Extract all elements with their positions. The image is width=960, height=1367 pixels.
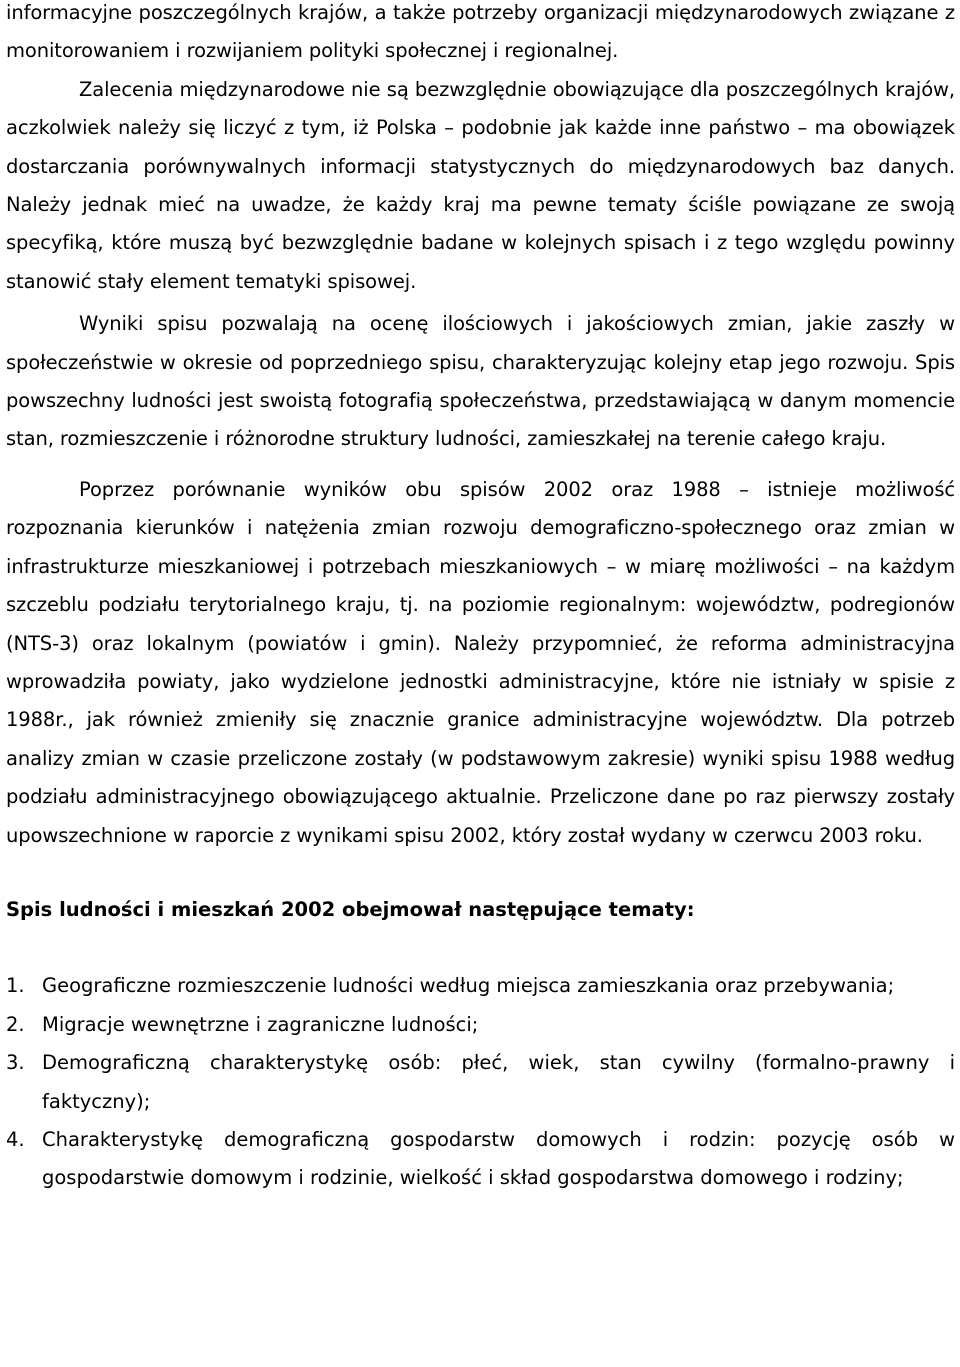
paragraph-3: Wyniki spisu pozwalają na ocenę ilościowych i jakościowych zmian, jakie zaszły w społeczeństwie w okresie od poprzedniego spisu, charakteryzując kolejny etap jego rozwoju. Spis powszechny ludności jest swoistą fotografią społeczeństwa, przedstawiającą w danym momencie stan, rozmieszczenie i różnorodne struktury ludności, zamieszkałej na terenie całego kraju. bbox=[6, 312, 955, 451]
list-item-number: 4. bbox=[6, 1127, 25, 1151]
paragraph-1: informacyjne poszczególnych krajów, a także potrzeby organizacji międzynarodowych związane z monitorowaniem i rozwijaniem polityki społecznej i regionalnej. bbox=[6, 1, 955, 63]
list-item-number: 1. bbox=[6, 974, 25, 998]
list-item-number: 3. bbox=[6, 1051, 25, 1075]
paragraph-2: Zalecenia międzynarodowe nie są bezwzględnie obowiązujące dla poszczególnych krajów, aczkolwiek należy się liczyć z tym, iż Polska – podobnie jak każde inne państwo – ma obowiązek dostarczania porównywalnych informacji statystycznych do międzynarodowych baz danych. Należy jednak mieć na uwadze, że każdy kraj ma pewne tematy ściśle powiązane ze swoją specyfiką, które muszą być bezwzględnie badane w kolejnych spisach i z tego względu powinny stanowić stały element tematyki spisowej. bbox=[6, 77, 955, 293]
list-item-text: Demograficzną charakterystykę osób: płeć, wiek, stan cywilny (formalno-prawny i faktyczny); bbox=[42, 1051, 955, 1113]
list-item bbox=[6, 1121, 955, 1198]
topics-list bbox=[6, 967, 955, 1197]
list-item-text: Migracje wewnętrzne i zagraniczne ludności; bbox=[42, 1012, 479, 1036]
topics-heading: Spis ludności i mieszkań 2002 obejmował następujące tematy: bbox=[6, 897, 695, 921]
document-page bbox=[6, 0, 955, 1198]
list-item bbox=[6, 1044, 955, 1121]
paragraph-4: Poprzez porównanie wyników obu spisów 2002 oraz 1988 – istnieje możliwość rozpoznania kierunków i natężenia zmian rozwoju demograficzno-społecznego oraz zmian w infrastrukturze mieszkaniowej i potrzebach mieszkaniowych – w miarę możliwości – na każdym szczeblu podziału terytorialnego kraju, tj. na poziomie regionalnym: województw, podregionów (NTS-3) oraz lokalnym (powiatów i gmin). Należy przypomnieć, że reforma administracyjna wprowadziła powiaty, jako wydzielone jednostki administracyjne, które nie istniały w spisie z 1988r., jak również zmieniły się znacznie granice administracyjne województw. Dla potrzeb analizy zmian w czasie przeliczone zostały (w podstawowym zakresie) wyniki spisu 1988 według podziału administracyjnego obowiązującego aktualnie. Przeliczone dane po raz pierwszy zostały upowszechnione w raporcie z wynikami spisu 2002, który został wydany w czerwcu 2003 roku. bbox=[6, 477, 955, 847]
list-item-text: Charakterystykę demograficzną gospodarstw domowych i rodzin: pozycję osób w gospodarstwie domowym i rodzinie, wielkość i skład gospodarstwa domowego i rodziny; bbox=[42, 1127, 955, 1190]
list-item-number: 2. bbox=[6, 1012, 25, 1036]
list-item-text: Geograficzne rozmieszczenie ludności według miejsca zamieszkania oraz przebywania; bbox=[42, 974, 895, 998]
list-item bbox=[6, 1006, 955, 1044]
list-item bbox=[6, 967, 955, 1005]
